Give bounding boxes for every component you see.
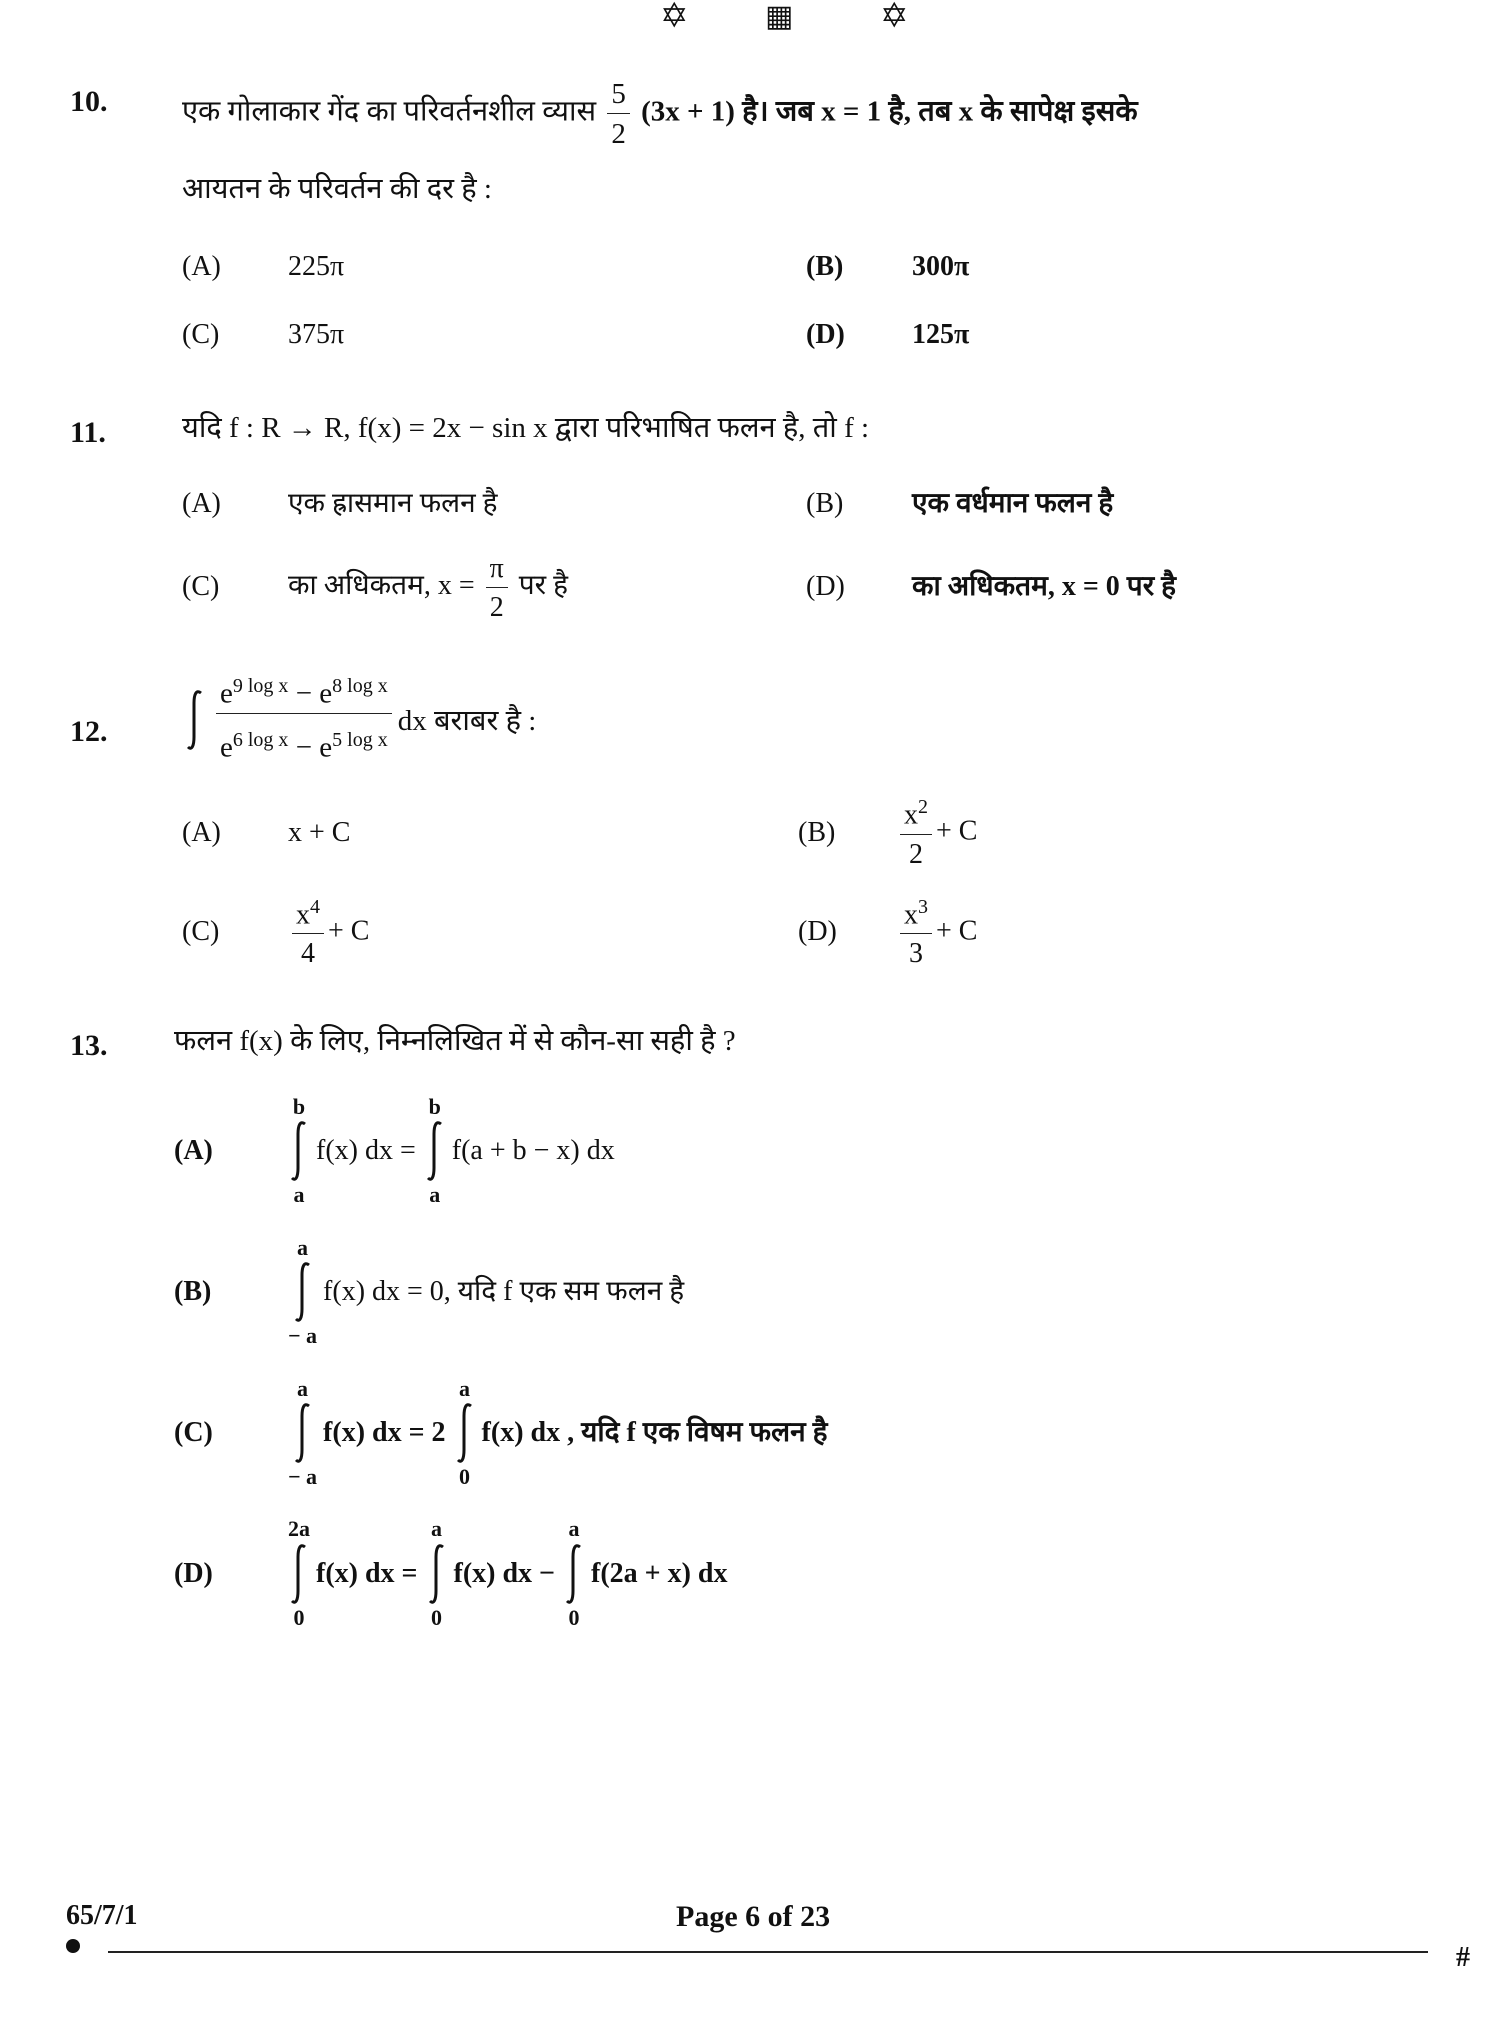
fraction — [216, 674, 392, 765]
lower-limit: 0 — [293, 1604, 305, 1630]
question-text-line2: आयतन के परिवर्तन की दर है : — [182, 172, 492, 205]
option-value: 300π — [912, 250, 970, 282]
question-expression — [182, 674, 1425, 765]
option-b — [174, 1235, 1425, 1350]
term: f(x) dx = — [316, 1135, 416, 1167]
option-label: (B) — [806, 488, 844, 520]
term: x — [904, 799, 918, 831]
term: f(x) dx = — [316, 1557, 418, 1589]
question-text: फलन f(x) के लिए, निम्नलिखित में से कौन-सा सही है ? — [174, 1025, 736, 1058]
option-label: (A) — [174, 1135, 213, 1167]
exponent: 6 log x — [232, 729, 289, 752]
integral-sign — [288, 1376, 317, 1491]
numerator: 5 — [607, 76, 630, 114]
lower-limit: 0 — [431, 1604, 442, 1630]
option-label: (C) — [182, 571, 220, 603]
option-value: 125π — [912, 318, 970, 350]
option-c — [182, 895, 798, 971]
question-13 — [0, 1014, 1505, 1631]
options — [174, 1094, 1425, 1631]
denominator: 2 — [489, 591, 504, 623]
integral-sign — [426, 1516, 448, 1631]
numerator — [292, 895, 324, 935]
numerator — [216, 674, 392, 714]
question-12 — [0, 674, 1505, 970]
term: + C — [328, 915, 370, 947]
star-of-david-icon: ✡ — [880, 0, 909, 35]
exponent: 9 log x — [232, 675, 289, 698]
question-number: 10. — [70, 85, 108, 118]
upper-limit: a — [297, 1234, 309, 1260]
option-b — [806, 483, 1425, 527]
upper-limit: a — [568, 1516, 580, 1542]
option-label: (C) — [182, 916, 220, 948]
paper-code: 65/7/1 — [66, 1900, 138, 1931]
option-label: (A) — [182, 488, 221, 520]
term: f(2a + x) dx — [591, 1557, 728, 1589]
fraction — [900, 795, 932, 871]
term: x — [296, 899, 310, 931]
numerator — [900, 895, 932, 935]
lower-limit: a — [293, 1182, 305, 1208]
term: e — [220, 677, 233, 710]
term: f(a + b − x) dx — [451, 1135, 615, 1167]
option-c — [182, 551, 806, 624]
option-value: 225π — [288, 250, 345, 282]
fraction — [900, 895, 932, 971]
option-value — [286, 1376, 1425, 1491]
question-11 — [0, 401, 1505, 624]
options — [182, 795, 1425, 970]
question-10 — [0, 70, 1505, 357]
option-value — [286, 1094, 1425, 1209]
term: − e — [295, 677, 333, 710]
term: e — [220, 731, 233, 764]
term: f(x) dx , यदि f एक विषम फलन है — [481, 1416, 828, 1448]
option-d — [806, 313, 1425, 357]
option-label: (C) — [174, 1416, 213, 1448]
page-number: Page 6 of 23 — [676, 1900, 831, 1933]
page-footer — [0, 1895, 1505, 1975]
question-text: यदि f : R → R, f(x) = 2x − sin x द्वारा परिभाषित फलन है, तो f : — [182, 412, 870, 445]
option-value: x + C — [288, 816, 351, 848]
exponent: 5 log x — [332, 729, 388, 752]
lower-limit: − a — [288, 1463, 318, 1489]
option-a — [182, 245, 806, 289]
term: f(x) dx − — [453, 1557, 555, 1589]
upper-limit: a — [297, 1375, 309, 1401]
integral-sign — [288, 1516, 310, 1631]
numerator: π — [486, 551, 508, 588]
option-value — [896, 795, 1425, 871]
upper-limit: 2a — [288, 1516, 310, 1542]
term: f(x) dx = 2 — [323, 1416, 446, 1448]
option-label: (A) — [182, 816, 221, 848]
option-value: एक ह्रासमान फलन है — [288, 488, 498, 520]
integral-sign — [288, 1094, 310, 1209]
denominator: 2 — [909, 838, 923, 870]
option-value — [896, 895, 1425, 971]
lower-limit: 0 — [568, 1604, 580, 1630]
exponent: 2 — [918, 796, 928, 819]
option-label: (B) — [174, 1275, 212, 1307]
integral-sign — [424, 1094, 446, 1209]
question-number: 11. — [70, 416, 106, 450]
term: − e — [295, 731, 333, 764]
lower-limit: − a — [288, 1323, 318, 1349]
option-label: (D) — [174, 1557, 213, 1589]
lower-limit: a — [429, 1182, 441, 1208]
option-b — [798, 795, 1425, 871]
integral-sign — [454, 1376, 476, 1491]
upper-limit: b — [428, 1093, 441, 1119]
option-c — [182, 313, 806, 357]
term: + C — [936, 815, 978, 847]
integral-sign — [184, 689, 206, 751]
option-value: एक वर्धमान फलन है — [912, 488, 1114, 520]
option-value: 375π — [288, 318, 345, 350]
question-text-part: एक गोलाकार गेंद का परिवर्तनशील व्यास — [182, 95, 597, 128]
option-d — [806, 551, 1425, 624]
lower-limit: 0 — [459, 1463, 471, 1489]
option-value — [286, 1516, 1425, 1631]
question-text — [182, 70, 1425, 158]
denominator: 3 — [909, 938, 923, 970]
denominator: 4 — [301, 938, 315, 970]
exponent: 8 log x — [332, 675, 388, 698]
option-a — [182, 483, 806, 527]
option-c — [174, 1376, 1425, 1491]
term: x — [904, 899, 918, 931]
option-label: (A) — [182, 250, 221, 282]
denominator: 2 — [611, 118, 626, 151]
option-b — [806, 245, 1425, 289]
question-text-part: (3x + 1) है। जब x = 1 है, तब x के सापेक्ष इसके — [641, 95, 1138, 128]
options — [182, 483, 1425, 624]
option-label: (D) — [806, 571, 845, 603]
option-value — [288, 551, 806, 624]
option-d — [174, 1516, 1425, 1631]
exponent: 4 — [310, 895, 320, 918]
option-label: (D) — [806, 318, 845, 350]
option-text: का अधिकतम, x = — [288, 569, 475, 601]
term: f(x) dx = 0, यदि f एक सम फलन है — [323, 1275, 685, 1307]
exponent: 3 — [918, 895, 928, 918]
option-a — [182, 795, 798, 871]
option-a — [174, 1094, 1425, 1209]
question-number: 13. — [70, 1029, 108, 1063]
fraction — [292, 895, 324, 971]
integral-sign — [563, 1516, 585, 1631]
qr-code-icon: ▦ — [765, 0, 794, 33]
option-label: (B) — [798, 816, 836, 848]
upper-limit: a — [431, 1516, 442, 1542]
option-value — [288, 895, 798, 971]
denominator — [216, 714, 392, 765]
term: + C — [936, 915, 978, 947]
question-text: dx बराबर है : — [397, 705, 537, 738]
upper-limit: b — [292, 1093, 306, 1119]
footer-rule — [108, 1951, 1428, 1953]
option-value — [286, 1235, 1425, 1350]
option-value: का अधिकतम, x = 0 पर है — [912, 571, 1177, 603]
option-d — [798, 895, 1425, 971]
page-mark: # — [1456, 1942, 1470, 1973]
fraction — [486, 551, 508, 624]
option-label: (D) — [798, 916, 837, 948]
star-of-david-icon: ✡ — [660, 0, 689, 35]
fraction — [607, 76, 630, 152]
option-label: (B) — [806, 250, 844, 282]
question-number: 12. — [70, 715, 108, 749]
numerator — [900, 795, 932, 835]
upper-limit: a — [459, 1375, 471, 1401]
integral-sign — [288, 1235, 317, 1350]
option-label: (C) — [182, 318, 220, 350]
options — [182, 245, 1425, 357]
option-text: पर है — [518, 569, 568, 601]
bullet-dot — [66, 1939, 80, 1953]
